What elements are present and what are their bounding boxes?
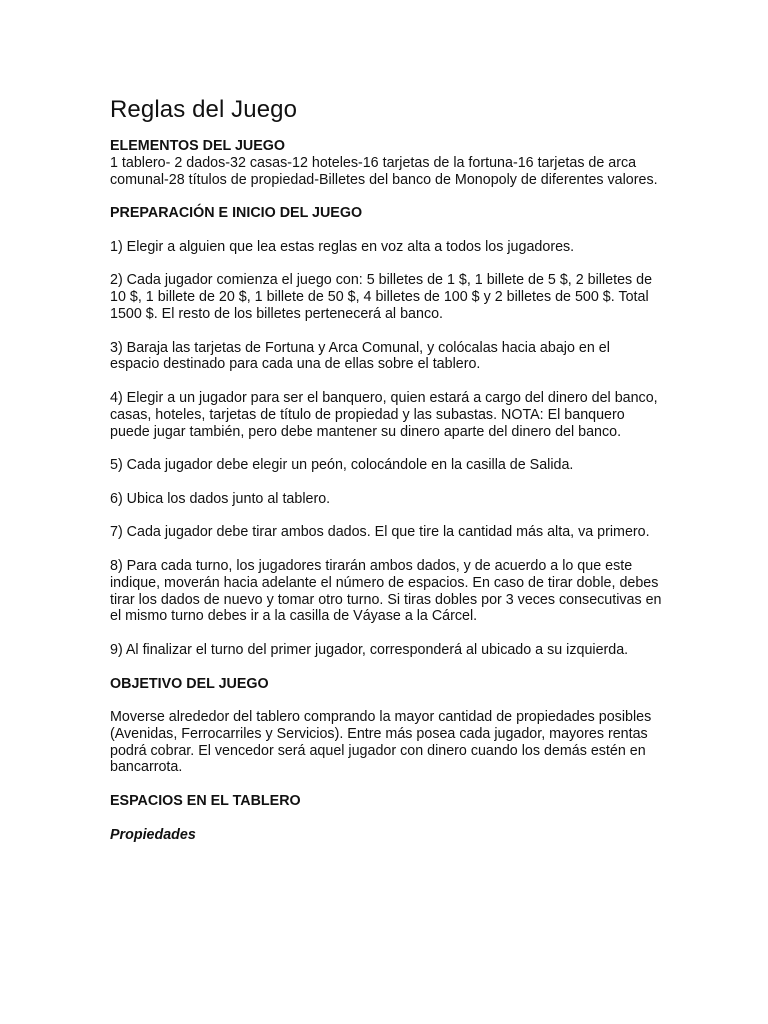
section-heading-espacios: ESPACIOS EN EL TABLERO — [110, 793, 301, 810]
rule-item-9: 9) Al finalizar el turno del primer jugador, corresponderá al ubicado a su izquierda. — [110, 641, 629, 658]
rule-item-3: 3) Baraja las tarjetas de Fortuna y Arca Comunal, y colócalas hacia abajo en el espacio destinado para cada una de ellas sobre el tablero. — [110, 339, 610, 373]
rule-item-6: 6) Ubica los dados junto al tablero. — [110, 490, 331, 507]
section-text-elementos: 1 tablero- 2 dados-32 casas-12 hoteles-16 tarjetas de la fortuna-16 tarjetas de arca comunal-28 títulos de propiedad-Billetes del banco de Monopoly de diferentes valores. — [110, 154, 658, 188]
rule-item-8: 8) Para cada turno, los jugadores tirarán ambos dados, y de acuerdo a lo que este indique, moverán hacia adelante el número de espacios. En caso de tirar doble, debes tirar los dados de nuevo y tomar otro turno. Si tiras dobles por 3 veces consecutivas en el mismo turno debes ir a la casilla de Váyase a la Cárcel. — [110, 557, 662, 625]
rule-item-4: 4) Elegir a un jugador para ser el banquero, quien estará a cargo del dinero del banco, casas, hoteles, tarjetas de título de propiedad y las subastas. NOTA: El banquero puede jugar también, pero debe mantener su dinero aparte del dinero del banco. — [110, 389, 658, 440]
rule-item-5: 5) Cada jugador debe elegir un peón, colocándole en la casilla de Salida. — [110, 457, 574, 474]
section-heading-elementos: ELEMENTOS DEL JUEGO — [110, 138, 286, 154]
section-heading-preparacion: PREPARACIÓN E INICIO DEL JUEGO — [110, 205, 363, 222]
section-heading-objetivo: OBJETIVO DEL JUEGO — [110, 675, 269, 692]
section-text-objetivo: Moverse alrededor del tablero comprando la mayor cantidad de propiedades posibles (Avenidas, Ferrocarriles y Servicios). Entre más posea cada jugador, mayores rentas podrá cobrar. El vencedor será aquel jugador con dinero cuando los demás estén en bancarrota. — [110, 709, 652, 776]
rule-item-2: 2) Cada jugador comienza el juego con: 5 billetes de 1 $, 1 billete de 5 $, 2 billetes de 10 $, 1 billete de 20 $, 1 billete de 50 $, 4 billetes de 100 $ y 2 billetes de 500 $. Total 1500 $. El resto de los billetes pertenecerá al banco. — [110, 272, 653, 322]
rule-item-7: 7) Cada jugador debe tirar ambos dados. El que tire la cantidad más alta, va primero. — [110, 524, 650, 541]
rule-item-1: 1) Elegir a alguien que lea estas reglas en voz alta a todos los jugadores. — [110, 238, 575, 255]
section-subheading-propiedades: Propiedades — [110, 826, 196, 843]
document-title: Reglas del Juego — [110, 96, 298, 123]
document-page — [110, 96, 662, 843]
